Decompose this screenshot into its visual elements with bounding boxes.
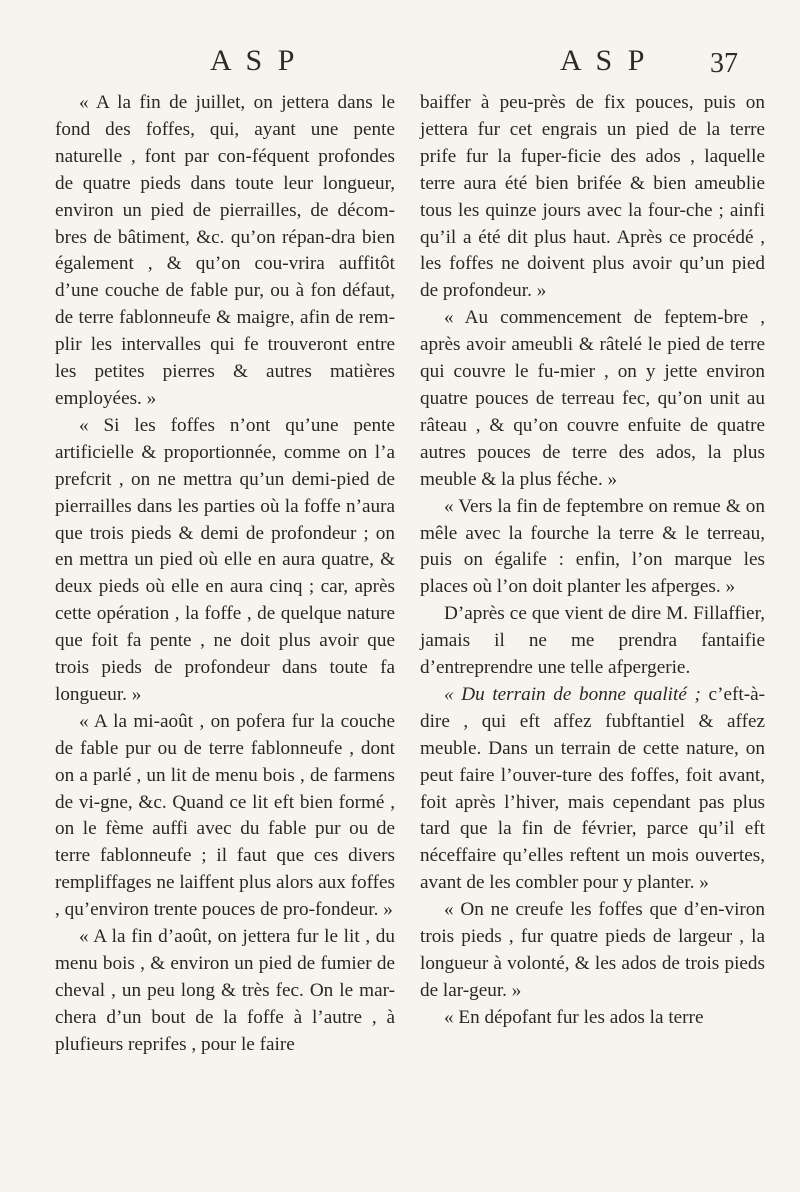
paragraph bbox=[420, 682, 765, 897]
running-head-right: A S P bbox=[560, 44, 649, 77]
paragraph: baiffer à peu-près de fix pouces, puis on jettera fur cet engrais un pied de la terre prife fur la fuper-ficie des ados , laquelle terre aura été bien brifée & bien ameublie tous les quinze jours avec la four-che ; ainfi qu’il a été dit plus haut. Après ce procédé , les foffes ne doivent plus avoir qu’un pied de profondeur. » bbox=[420, 92, 765, 302]
paragraph: « A la fin de juillet, on jettera dans le fond des foffes, qui, ayant une pente naturelle , font par con-féquent profondes de quatre pieds dans toute leur longueur, environ un pied de pierrailles, de décom-bres de bâtiment, &c. qu’on répan-dra bien également , & qu’on cou-vrira auffitôt d’une couche de fable pur, ou à fon défaut, de terre fablonneufe & maigre, afin de rem-plir les intervalles qui fe trouveront entre les petites pierres & autres matières employées. » bbox=[55, 92, 395, 409]
paragraph-text: c’eft-à-dire , qui eft affez fubftantiel & affez meuble. Dans un terrain de cette nature, on peut faire l’ouver-ture des foffes, foit avant, foit après l’hiver, mais cependant pas plus tard que la fin de février, parce qu’il eft néceffaire qu’elles reftent un mois ouvertes, avant de les combler pour y planter. » bbox=[420, 683, 765, 894]
paragraph: « Au commencement de feptem-bre , après avoir ameubli & râtelé le pied de terre qui couvre le fu-mier , on y jette environ quatre pouces de terreau fec, qu’on unit au râteau , & qu’on couvre enfuite de quatre autres pouces de terre des ados, la plus meuble & la plus féche. » bbox=[420, 307, 765, 490]
paragraph: « On ne creufe les foffes que d’en-viron trois pieds , fur quatre pieds de largeur , la longueur à volonté, & les ados de trois pieds de lar-geur. » bbox=[420, 899, 765, 1001]
paragraph: « Si les foffes n’ont qu’une pente artificielle & proportionnée, comme on l’a prefcrit , on ne mettra qu’un demi-pied de pierrailles dans les parties où la foffe n’aura que trois pieds & demi de profondeur ; on en mettra un pied où elle en aura quatre, & deux pieds où elle en aura cinq ; car, après cette opération , la foffe , de quelque nature que foit fa pente , ne doit plus avoir que trois pieds de profondeur dans toute fa longueur. » bbox=[55, 414, 395, 705]
paragraph: « En dépofant fur les ados la terre bbox=[444, 1006, 704, 1028]
paragraph: D’après ce que vient de dire M. Fillaffier, jamais il ne me prendra fantaifie d’entreprendre une telle afpergerie. bbox=[420, 603, 765, 679]
italic-heading: « Du terrain de bonne qualité ; bbox=[444, 683, 701, 705]
paragraph: « A la mi-août , on pofera fur la couche de fable pur ou de terre fablonneufe , dont on a parlé , un lit de menu bois , de farmens de vi-gne, &c. Quand ce lit eft bien formé , on le fème auffi avec du fable pur ou de terre fablonneufe ; il faut que ces divers rempliffages ne laiffent plus alors aux foffes , qu’environ trente pouces de pro-fondeur. » bbox=[55, 710, 395, 921]
paragraph: « A la fin d’août, on jettera fur le lit , du menu bois , & environ un pied de fumier de cheval , un peu long & très fec. On le mar-chera d’un bout de la foffe à l’autre , à plufieurs reprifes , pour le faire bbox=[55, 926, 395, 1055]
paragraph: « Vers la fin de feptembre on remue & on mêle avec la fourche la terre & le terreau, puis on égalife : enfin, l’on marque les places où l’on doit planter les afperges. » bbox=[420, 495, 765, 598]
left-text-column bbox=[55, 90, 395, 1059]
running-head-left: A S P bbox=[210, 44, 299, 77]
page-number: 37 bbox=[710, 48, 738, 79]
right-text-column bbox=[420, 90, 765, 1032]
